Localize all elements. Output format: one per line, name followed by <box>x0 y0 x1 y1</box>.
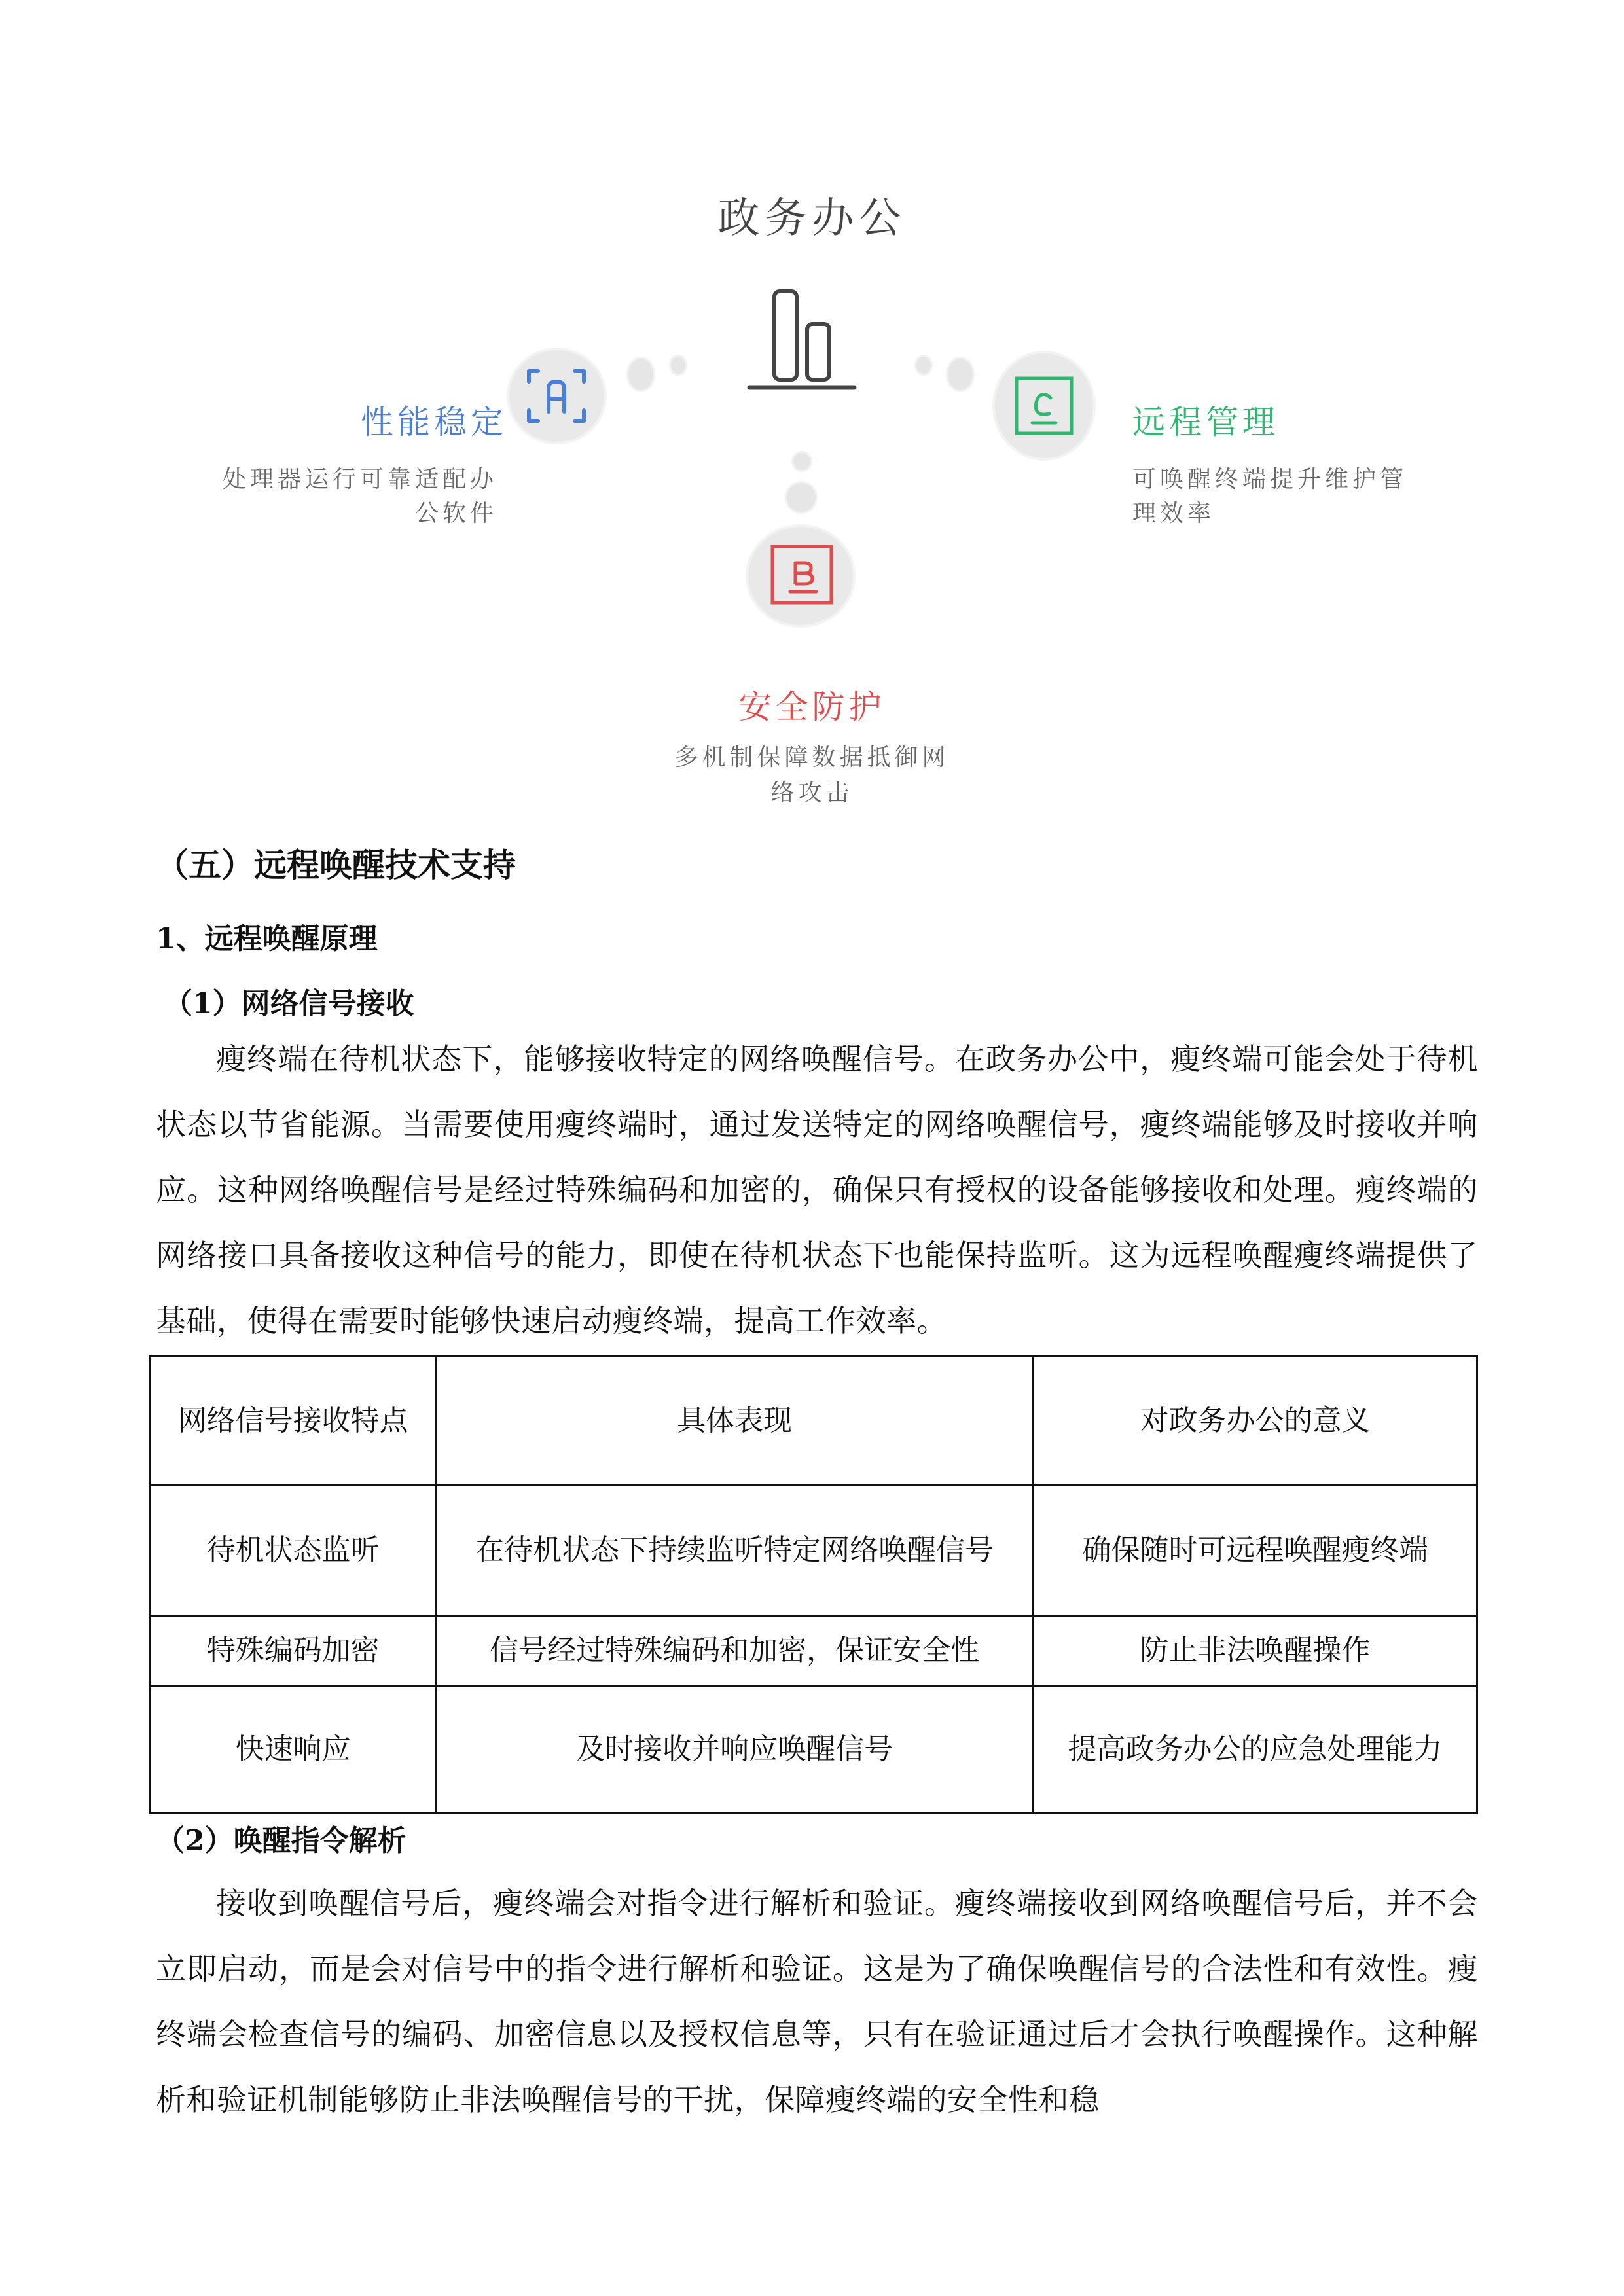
decor-dot <box>793 453 810 470</box>
decor-dot <box>628 359 653 390</box>
feature-b-bubble <box>748 527 853 625</box>
feature-a-title: 性能稳定 <box>361 403 507 441</box>
bar-chart-icon <box>746 288 871 399</box>
feature-b-title: 安全防护 <box>738 688 886 726</box>
table-header-cell: 对政务办公的意义 <box>1034 1356 1477 1486</box>
table-cell: 在待机状态下持续监听特定网络唤醒信号 <box>436 1486 1034 1616</box>
table-row <box>151 1486 1477 1616</box>
signal-reception-table <box>149 1355 1478 1814</box>
decor-dot <box>916 357 931 374</box>
decor-dot <box>671 357 685 374</box>
table-header-cell: 具体表现 <box>436 1356 1034 1486</box>
decor-dot <box>787 483 816 512</box>
table-header-cell: 网络信号接收特点 <box>151 1356 436 1486</box>
feature-a-desc-line2: 公软件 <box>414 500 497 527</box>
table-row <box>151 1616 1477 1686</box>
boxed-letter-c-icon <box>1011 373 1077 439</box>
table-cell: 确保随时可远程唤醒瘦终端 <box>1034 1486 1477 1616</box>
table-cell: 防止非法唤醒操作 <box>1034 1616 1477 1686</box>
table-cell: 及时接收并响应唤醒信号 <box>436 1686 1034 1814</box>
part1-heading: （1）网络信号接收 <box>164 987 414 1020</box>
feature-c-title: 远程管理 <box>1132 403 1279 441</box>
feature-c-bubble <box>995 353 1093 458</box>
table-cell: 快速响应 <box>151 1686 436 1814</box>
part1-paragraph: 瘦终端在待机状态下，能够接收特定的网络唤醒信号。在政务办公中，瘦终端可能会处于待机状态以节省能源。当需要使用瘦终端时，通过发送特定的网络唤醒信号，瘦终端能够及时接收并响应。这种网络唤醒信号是经过特殊编码和加密的，确保只有授权的设备能够接收和处理。瘦终端的网络接口具备接收这种信号的能力，即使在待机状态下也能保持监听。这为远程唤醒瘦终端提供了基础，使得在需要时能够快速启动瘦终端，提高工作效率。 <box>156 1041 1478 1338</box>
scan-frame-icon <box>524 363 589 429</box>
feature-b-desc-line1: 多机制保障数据抵御网 <box>674 744 950 771</box>
subsection-heading: 1、远程唤醒原理 <box>156 922 378 956</box>
table-cell: 信号经过特殊编码和加密，保证安全性 <box>436 1616 1034 1686</box>
boxed-letter-b-icon <box>769 543 835 609</box>
feature-c-desc-line2: 理效率 <box>1132 500 1216 527</box>
infographic-title: 政务办公 <box>717 194 907 243</box>
table-header-row <box>151 1356 1477 1486</box>
decor-dot <box>948 359 973 390</box>
feature-c-desc-line1: 可唤醒终端提升维护管 <box>1132 466 1408 493</box>
section-heading: （五）远程唤醒技术支持 <box>156 846 516 884</box>
feature-a-bubble <box>509 350 604 442</box>
feature-a-desc-line1: 处理器运行可靠适配办 <box>222 466 497 493</box>
feature-b-desc-line2: 络攻击 <box>770 780 854 806</box>
table-cell: 待机状态监听 <box>151 1486 436 1616</box>
part2-heading: （2）唤醒指令解析 <box>156 1824 406 1857</box>
part2-paragraph: 接收到唤醒信号后，瘦终端会对指令进行解析和验证。瘦终端接收到网络唤醒信号后，并不会立即启动，而是会对信号中的指令进行解析和验证。这是为了确保唤醒信号的合法性和有效性。瘦终端会检查信号的编码、加密信息以及授权信息等，只有在验证通过后才会执行唤醒操作。这种解析和验证机制能够防止非法唤醒信号的干扰，保障瘦终端的安全性和稳 <box>156 1886 1478 2117</box>
table-row <box>151 1686 1477 1814</box>
table-cell: 提高政务办公的应急处理能力 <box>1034 1686 1477 1814</box>
table-cell: 特殊编码加密 <box>151 1616 436 1686</box>
